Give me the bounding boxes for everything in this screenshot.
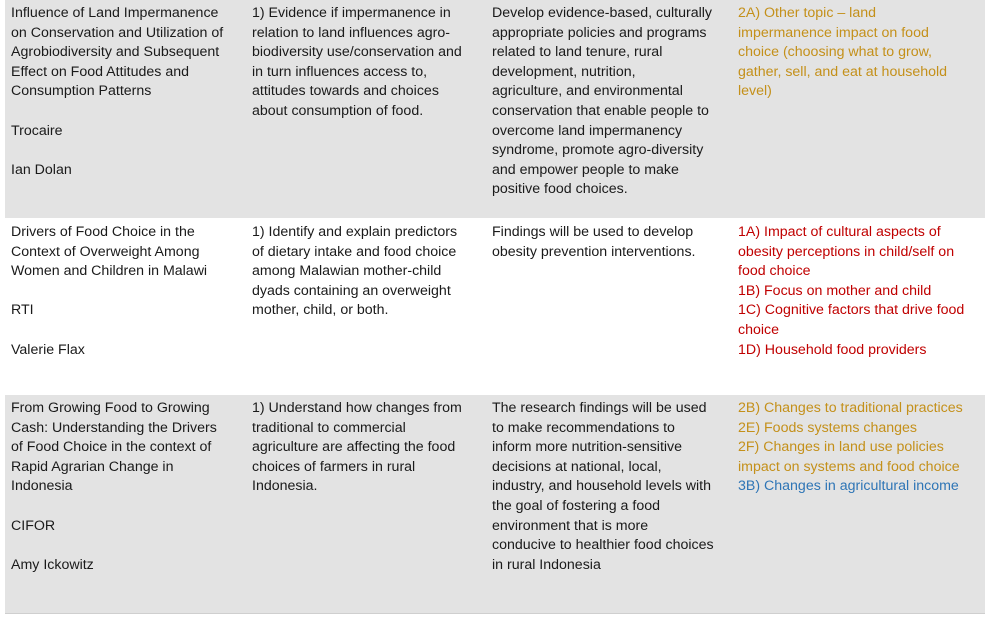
topic-line: 1A) Impact of cultural aspects of [738, 224, 941, 240]
objective-line: 1) Evidence if impermanence in [252, 5, 451, 21]
objective-line: biodiversity use/conservation and [252, 44, 462, 61]
project-title-line: Drivers of Food Choice in the [11, 224, 195, 240]
objective-line: about consumption of food. [252, 102, 424, 119]
topic-line: 2F) Changes in land use policies [738, 439, 944, 456]
use-cell [486, 395, 732, 613]
objective-cell [246, 395, 486, 613]
objective-line: agriculture are affecting the food [252, 439, 456, 456]
project-title-line: Rapid Agrarian Change in [11, 458, 174, 475]
use-cell [486, 0, 732, 218]
use-line: obesity prevention interventions. [492, 243, 696, 260]
topic-line: 1B) Focus on mother and child [738, 282, 932, 299]
objective-line: Indonesia. [252, 478, 318, 495]
use-line: to make recommendations to [492, 419, 675, 436]
project-title-line: Agrobiodiversity and Subsequent [11, 44, 220, 61]
objective-line: attitudes towards and choices [252, 83, 439, 100]
project-title-line: Women and Children in Malawi [11, 263, 208, 280]
project-cell [5, 395, 246, 613]
table-row [5, 395, 985, 614]
project-organization: RTI [11, 302, 34, 319]
topic-line: 2E) Foods systems changes [738, 419, 917, 436]
objective-line: 1) Identify and explain predictors [252, 224, 458, 240]
use-line: conservation that enable people to [492, 102, 709, 119]
project-title-line: Effect on Food Attitudes and [11, 63, 189, 80]
project-title-line: Context of Overweight Among [11, 243, 200, 260]
projects-table [5, 0, 985, 614]
table-row [5, 0, 985, 219]
project-title-line: Cash: Understanding the Drivers [11, 419, 217, 436]
use-line: positive food choices. [492, 181, 628, 198]
topic-line: level) [738, 83, 772, 100]
topic-line: choice [738, 321, 780, 338]
use-line: industry, and household levels with [492, 478, 711, 495]
project-title [11, 399, 240, 497]
topic-line: food choice [738, 263, 811, 280]
topic-line: 1C) Cognitive factors that drive food [738, 302, 965, 319]
objective-line: choices of farmers in rural [252, 458, 416, 475]
project-title [11, 4, 240, 102]
objective-line: relation to land influences agro- [252, 24, 450, 41]
project-title-line: of Food Choice in the context of [11, 439, 212, 456]
table-row [5, 219, 985, 395]
topic-line: choice (choosing what to grow, [738, 44, 933, 61]
project-title-line: Indonesia [11, 478, 73, 495]
topic-line: 2A) Other topic – land [738, 5, 877, 21]
use-line: environment that is more [492, 517, 649, 534]
use-line: conducive to healthier food choices [492, 537, 714, 554]
project-lead: Ian Dolan [11, 161, 72, 178]
project-title-line: Consumption Patterns [11, 83, 152, 100]
objective-line: of dietary intake and food choice [252, 243, 457, 260]
topic-line: 2B) Changes to traditional practices [738, 400, 963, 416]
topic-line: 3B) Changes in agricultural income [738, 478, 959, 495]
project-title-line: From Growing Food to Growing [11, 400, 210, 416]
topic-cell [732, 0, 985, 218]
use-line: The research findings will be used [492, 400, 707, 416]
objective-line: among Malawian mother-child [252, 263, 442, 280]
project-cell [5, 0, 246, 218]
use-line: development, nutrition, [492, 63, 636, 80]
project-lead: Amy Ickowitz [11, 556, 94, 573]
use-line: Findings will be used to develop [492, 224, 694, 240]
objective-line: 1) Understand how changes from [252, 400, 462, 416]
project-cell [5, 219, 246, 394]
use-line: inform more nutrition-sensitive [492, 439, 683, 456]
topic-line: gather, sell, and eat at household [738, 63, 948, 80]
objective-cell [246, 219, 486, 394]
use-line: and empower people to make [492, 161, 679, 178]
project-lead: Valerie Flax [11, 341, 85, 358]
project-title [11, 223, 240, 282]
project-title-line: on Conservation and Utilization of [11, 24, 224, 41]
objective-line: dyads containing an overweight [252, 282, 451, 299]
use-line: related to land tenure, rural [492, 44, 663, 61]
use-line: appropriate policies and programs [492, 24, 707, 41]
topic-cell [732, 395, 985, 613]
use-line: overcome land impermanency [492, 122, 683, 139]
use-line: syndrome, promote agro-diversity [492, 142, 704, 159]
use-cell [486, 219, 732, 394]
objective-cell [246, 0, 486, 218]
use-line: the goal of fostering a food [492, 497, 661, 514]
topic-line: 1D) Household food providers [738, 341, 927, 358]
topic-line: impermanence impact on food [738, 24, 929, 41]
use-line: in rural Indonesia [492, 556, 601, 573]
topic-cell [732, 219, 985, 394]
project-organization: Trocaire [11, 122, 63, 139]
topic-line: impact on systems and food choice [738, 458, 960, 475]
use-line: agriculture, and environmental [492, 83, 683, 100]
project-title-line: Influence of Land Impermanence [11, 5, 219, 21]
objective-line: mother, child, or both. [252, 302, 389, 319]
topic-line: obesity perceptions in child/self on [738, 243, 955, 260]
objective-line: in turn influences access to, [252, 63, 428, 80]
use-line: Develop evidence-based, culturally [492, 5, 713, 21]
project-organization: CIFOR [11, 517, 56, 534]
use-line: decisions at national, local, [492, 458, 662, 475]
objective-line: traditional to commercial [252, 419, 406, 436]
